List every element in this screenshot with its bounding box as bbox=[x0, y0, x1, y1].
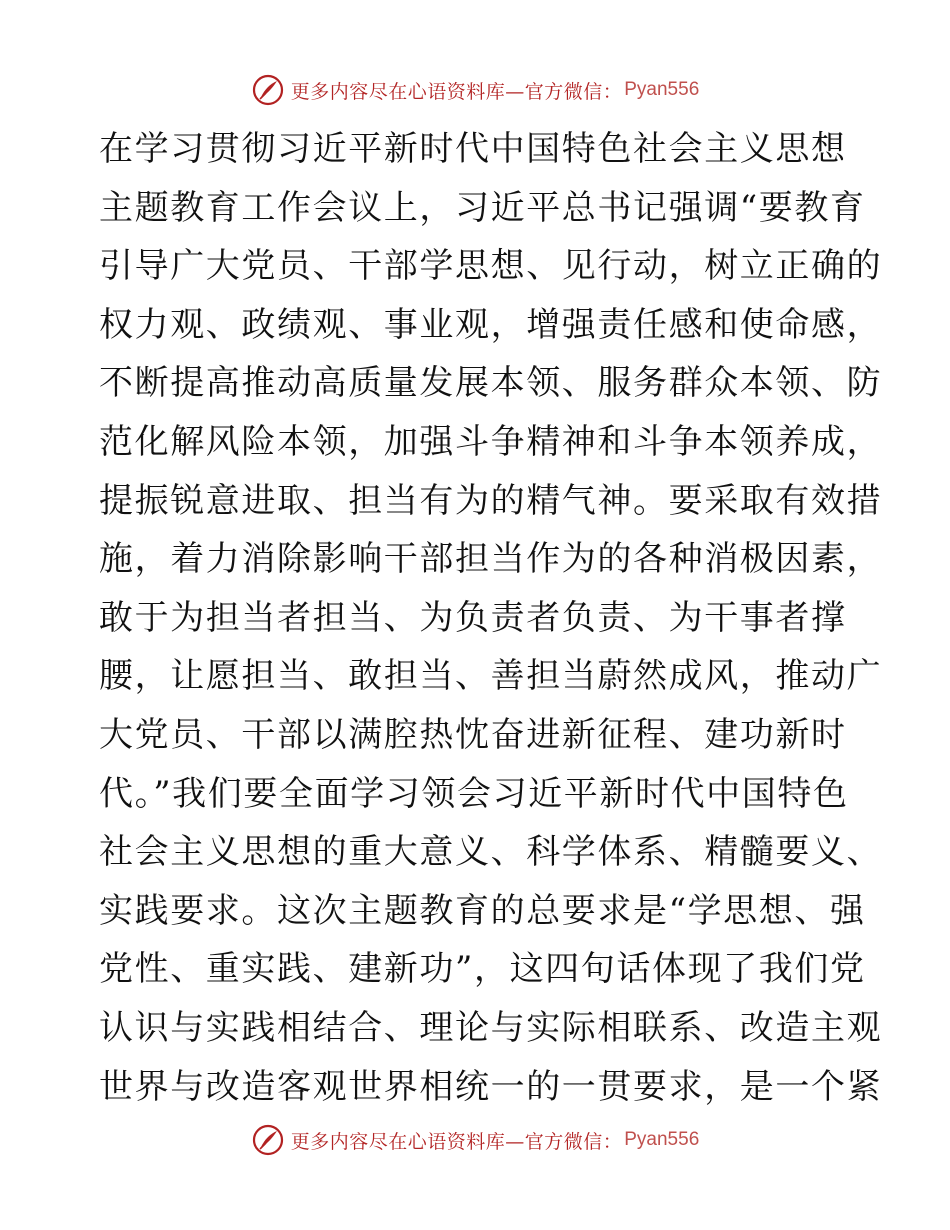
text-line: 在学习贯彻习近平新时代中国特色社会主义思想 bbox=[99, 129, 847, 169]
feather-logo-icon bbox=[251, 73, 285, 107]
text-line: 施，着力消除影响干部担当作为的各种消极因素， bbox=[99, 539, 883, 580]
text-line: 引导广大党员、干部学思想、见行动，树立正确的 bbox=[99, 246, 883, 287]
text-line: 党性、重实践、建新功”，这四句话体现了我们党 bbox=[99, 949, 866, 990]
feather-logo-icon bbox=[251, 1123, 285, 1157]
watermark-text: 更多内容尽在心语资料库—官方微信： bbox=[290, 1130, 623, 1153]
watermark-wechat-id: Pyan556 bbox=[624, 1129, 700, 1150]
document-body bbox=[99, 120, 883, 1116]
watermark-text: 更多内容尽在心语资料库—官方微信： bbox=[290, 80, 623, 103]
text-line: 社会主义思想的重大意义、科学体系、精髓要义、 bbox=[99, 832, 883, 873]
text-line: 权力观、政绩观、事业观，增强责任感和使命感， bbox=[99, 304, 883, 345]
text-line: 范化解风险本领，加强斗争精神和斗争本领养成， bbox=[99, 421, 883, 462]
header-watermark bbox=[0, 72, 950, 108]
text-line: 敢于为担当者担当、为负责者负责、为干事者撑 bbox=[99, 597, 847, 638]
text-line: 实践要求。这次主题教育的总要求是“学思想、强 bbox=[99, 890, 866, 931]
text-line: 不断提高推动高质量发展本领、服务群众本领、防 bbox=[99, 363, 883, 404]
text-line: 世界与改造客观世界相统一的一贯要求，是一个紧 bbox=[99, 1066, 883, 1107]
watermark-wechat-id: Pyan556 bbox=[624, 79, 700, 100]
text-line: 大党员、干部以满腔热忱奋进新征程、建功新时 bbox=[99, 714, 847, 755]
text-line: 主题教育工作会议上，习近平总书记强调“要教育 bbox=[99, 187, 866, 228]
text-line: 提振锐意进取、担当有为的精气神。要采取有效措 bbox=[99, 480, 883, 521]
text-line: 腰，让愿担当、敢担当、善担当蔚然成风，推动广 bbox=[99, 656, 883, 697]
footer-watermark bbox=[0, 1122, 950, 1158]
text-line: 代。”我们要全面学习领会习近平新时代中国特色 bbox=[99, 773, 849, 814]
text-line: 认识与实践相结合、理论与实际相联系、改造主观 bbox=[99, 1007, 883, 1048]
